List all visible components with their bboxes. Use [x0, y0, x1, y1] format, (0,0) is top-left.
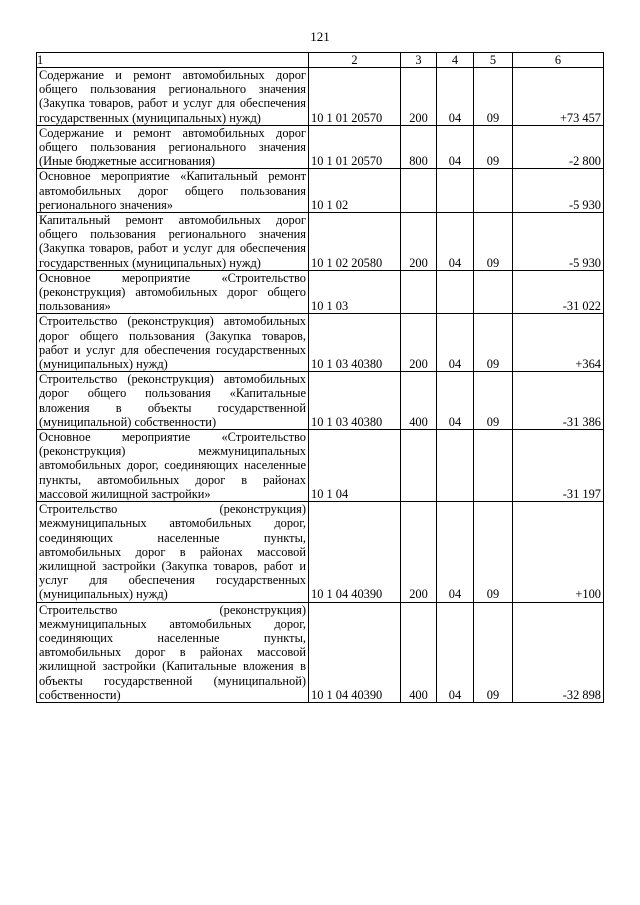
column-header-3: 3: [401, 53, 437, 68]
row-col4-cell: 04: [437, 125, 474, 169]
row-col4-cell: 04: [437, 213, 474, 271]
row-col4-cell: 04: [437, 68, 474, 126]
table-row: [37, 602, 604, 702]
row-col5-cell: [474, 430, 513, 502]
row-amount-cell: +100: [513, 502, 604, 602]
row-col3-cell: [401, 270, 437, 314]
row-name-cell: Основное мероприятие «Строительство (реконструкция) автомобильных дорог общего пользования»: [37, 270, 309, 314]
row-col3-cell: [401, 169, 437, 213]
row-amount-cell: +364: [513, 314, 604, 372]
row-code-cell: 10 1 04 40390: [309, 502, 401, 602]
row-col3-cell: 400: [401, 372, 437, 430]
row-col5-cell: 09: [474, 68, 513, 126]
column-header-5: 5: [474, 53, 513, 68]
page-number: 121: [310, 29, 330, 44]
row-amount-cell: -5 930: [513, 213, 604, 271]
table-row: [37, 372, 604, 430]
row-col4-cell: [437, 169, 474, 213]
table-row: [37, 314, 604, 372]
row-col5-cell: 09: [474, 502, 513, 602]
row-code-cell: 10 1 01 20570: [309, 125, 401, 169]
budget-table: [36, 52, 604, 703]
row-amount-cell: -31 197: [513, 430, 604, 502]
row-code-cell: 10 1 03 40380: [309, 314, 401, 372]
row-col3-cell: 200: [401, 502, 437, 602]
row-col5-cell: 09: [474, 314, 513, 372]
row-name-cell: Строительство (реконструкция) автомобильных дорог общего пользования (Закупка товаров, работ и услуг для обеспечения государственных (муниципальных) нужд): [37, 314, 309, 372]
row-code-cell: 10 1 01 20570: [309, 68, 401, 126]
row-amount-cell: -5 930: [513, 169, 604, 213]
table-row: [37, 430, 604, 502]
table-row: [37, 502, 604, 602]
row-col3-cell: [401, 430, 437, 502]
column-header-1: 1: [37, 53, 309, 68]
row-code-cell: 10 1 02: [309, 169, 401, 213]
row-amount-cell: +73 457: [513, 68, 604, 126]
column-header-4: 4: [437, 53, 474, 68]
row-col4-cell: 04: [437, 602, 474, 702]
row-col5-cell: 09: [474, 125, 513, 169]
row-name-cell: Основное мероприятие «Капитальный ремонт автомобильных дорог общего пользования регионального значения»: [37, 169, 309, 213]
table-row: [37, 125, 604, 169]
row-col5-cell: [474, 270, 513, 314]
row-amount-cell: -2 800: [513, 125, 604, 169]
column-header-2: 2: [309, 53, 401, 68]
row-name-cell: Капитальный ремонт автомобильных дорог общего пользования регионального значения (Закупка товаров, работ и услуг для обеспечения государственных (муниципальных) нужд): [37, 213, 309, 271]
row-col4-cell: [437, 270, 474, 314]
table-row: [37, 270, 604, 314]
row-name-cell: Строительство (реконструкция) автомобильных дорог общего пользования «Капитальные вложения в объекты государственной (муниципальной) собственности): [37, 372, 309, 430]
row-amount-cell: -32 898: [513, 602, 604, 702]
row-col3-cell: 200: [401, 314, 437, 372]
row-col4-cell: 04: [437, 372, 474, 430]
row-col3-cell: 800: [401, 125, 437, 169]
row-name-cell: Строительство (реконструкция) межмуниципальных автомобильных дорог, соединяющих населенные пункты, автомобильных дорог в районах массовой жилищной застройки (Закупка товаров, работ и услуг для обеспечения государственных (муниципальных) нужд): [37, 502, 309, 602]
row-amount-cell: -31 386: [513, 372, 604, 430]
row-col5-cell: 09: [474, 602, 513, 702]
table-header-row: [37, 53, 604, 68]
column-header-6: 6: [513, 53, 604, 68]
row-code-cell: 10 1 04 40390: [309, 602, 401, 702]
row-col5-cell: 09: [474, 213, 513, 271]
row-amount-cell: -31 022: [513, 270, 604, 314]
row-col3-cell: 400: [401, 602, 437, 702]
row-code-cell: 10 1 03: [309, 270, 401, 314]
row-col4-cell: [437, 430, 474, 502]
row-code-cell: 10 1 03 40380: [309, 372, 401, 430]
table-row: [37, 68, 604, 126]
row-name-cell: Содержание и ремонт автомобильных дорог общего пользования регионального значения (Закупка товаров, работ и услуг для обеспечения государственных (муниципальных) нужд): [37, 68, 309, 126]
row-code-cell: 10 1 04: [309, 430, 401, 502]
row-col4-cell: 04: [437, 502, 474, 602]
row-col5-cell: 09: [474, 372, 513, 430]
row-name-cell: Строительство (реконструкция) межмуниципальных автомобильных дорог, соединяющих населенные пункты, автомобильных дорог в районах массовой жилищной застройки (Капитальные вложения в объекты государственной (муниципальной) собственности): [37, 602, 309, 702]
row-col3-cell: 200: [401, 68, 437, 126]
row-code-cell: 10 1 02 20580: [309, 213, 401, 271]
table-row: [37, 169, 604, 213]
row-col3-cell: 200: [401, 213, 437, 271]
row-name-cell: Содержание и ремонт автомобильных дорог общего пользования регионального значения (Иные бюджетные ассигнования): [37, 125, 309, 169]
table-row: [37, 213, 604, 271]
row-name-cell: Основное мероприятие «Строительство (реконструкция) межмуниципальных автомобильных дорог, соединяющих населенные пункты, автомобильных дорог в районах массовой жилищной застройки»: [37, 430, 309, 502]
row-col5-cell: [474, 169, 513, 213]
row-col4-cell: 04: [437, 314, 474, 372]
